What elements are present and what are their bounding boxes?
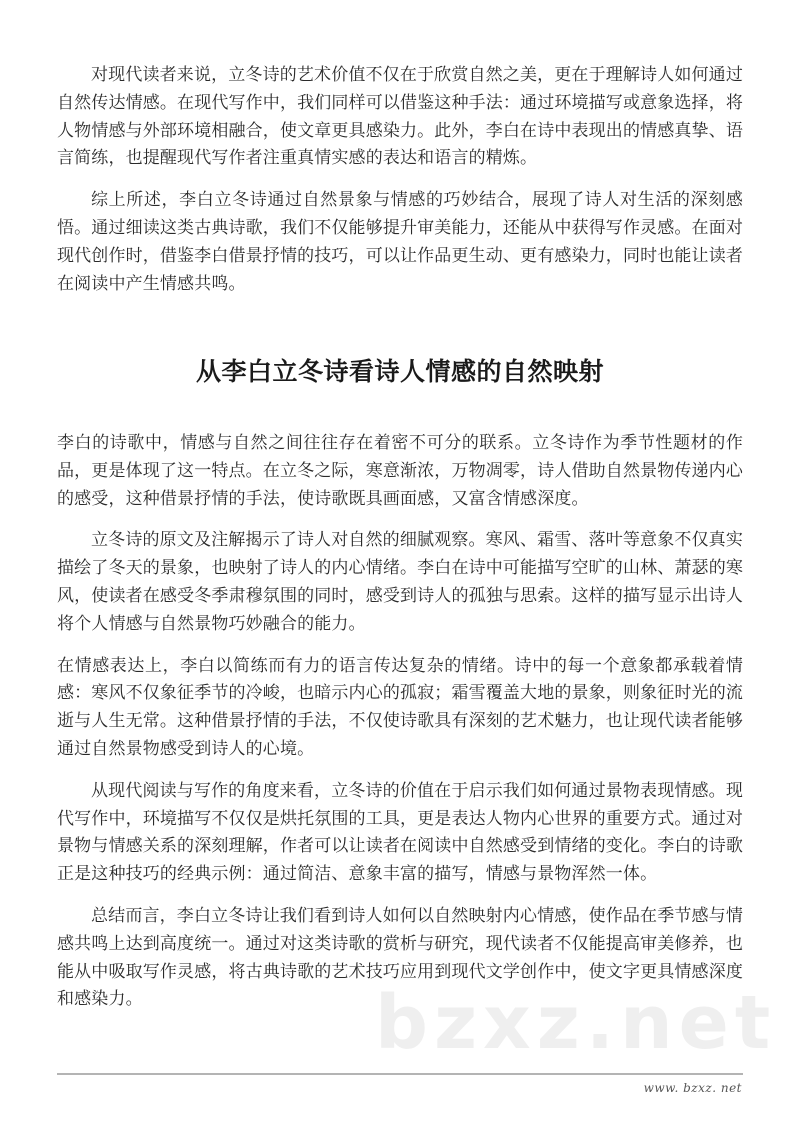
paragraph: 从现代阅读与写作的角度来看，立冬诗的价值在于启示我们如何通过景物表现情感。现代写作中，环境描写不仅仅是烘托氛围的工具，更是表达人物内心世界的重要方式。通过对景物与情感关系的深刻理解，作者可以让读者在阅读中自然感受到情绪的变化。李白的诗歌正是这种技巧的经典示例：通过简洁、意象丰富的描写，情感与景物浑然一体。 <box>57 780 743 885</box>
paragraph-gap <box>57 889 743 903</box>
paragraph: 李白的诗歌中，情感与自然之间往往存在着密不可分的联系。立冬诗作为季节性题材的作品，更是体现了这一特点。在立冬之际，寒意渐浓，万物凋零，诗人借助自然景物传递内心的感受，这种借景抒情的手法，使诗歌既具画面感，又富含情感深度。 <box>57 433 743 509</box>
section-title: 从李白立冬诗看诗人情感的自然映射 <box>195 357 604 386</box>
section-article <box>57 430 743 1014</box>
paragraph: 综上所述，李白立冬诗通过自然景象与情感的巧妙结合，展现了诗人对生活的深刻感悟。通过细读这类古典诗歌，我们不仅能够提升审美能力，还能从中获得写作灵感。在面对现代创作时，借鉴李白借景抒情的技巧，可以让作品更生动、更有感染力，同时也能让读者在阅读中产生情感共鸣。 <box>57 190 743 294</box>
footer-url: www. bzxz. net <box>643 1081 742 1095</box>
paragraph-gap <box>57 513 743 527</box>
section-intro-conclusion <box>57 62 743 298</box>
paragraph: 立冬诗的原文及注解揭示了诗人对自然的细腻观察。寒风、霜雪、落叶等意象不仅真实描绘了冬天的景象，也映射了诗人的内心情绪。李白在诗中可能描写空旷的山林、萧瑟的寒风，使读者在感受冬季肃穆氛围的同时，感受到诗人的孤独与思索。这样的描写显示出诗人将个人情感与自然景物巧妙融合的能力。 <box>57 530 743 634</box>
paragraph: 总结而言，李白立冬诗让我们看到诗人如何以自然映射内心情感，使作品在季节感与情感共鸣上达到高度统一。通过对这类诗歌的赏析与研究，现代读者不仅能提高审美修养，也能从中吸取写作灵感，将古典诗歌的艺术技巧应用到现代文学创作中，使文字更具情感深度和感染力。 <box>57 905 743 1010</box>
watermark: bzxz.net <box>375 980 777 1066</box>
paragraph: 在情感表达上，李白以简练而有力的语言传达复杂的情绪。诗中的每一个意象都承载着情感：寒风不仅象征季节的冷峻，也暗示内心的孤寂；霜雪覆盖大地的景象，则象征时光的流逝与人生无常。这种借景抒情的手法，不仅使诗歌具有深刻的艺术魅力，也让现代读者能够通过自然景物感受到诗人的心境。 <box>57 655 743 759</box>
paragraph-gap <box>57 639 743 653</box>
paragraph: 对现代读者来说，立冬诗的艺术价值不仅在于欣赏自然之美，更在于理解诗人如何通过自然传达情感。在现代写作中，我们同样可以借鉴这种手法：通过环境描写或意象选择，将人物情感与外部环境相融合，使文章更具感染力。此外，李白在诗中表现出的情感真挚、语言简练，也提醒现代写作者注重真情实感的表达和语言的精炼。 <box>57 65 743 169</box>
paragraph-gap <box>57 764 743 778</box>
paragraph-gap <box>57 173 743 187</box>
footer-divider <box>57 1073 743 1075</box>
